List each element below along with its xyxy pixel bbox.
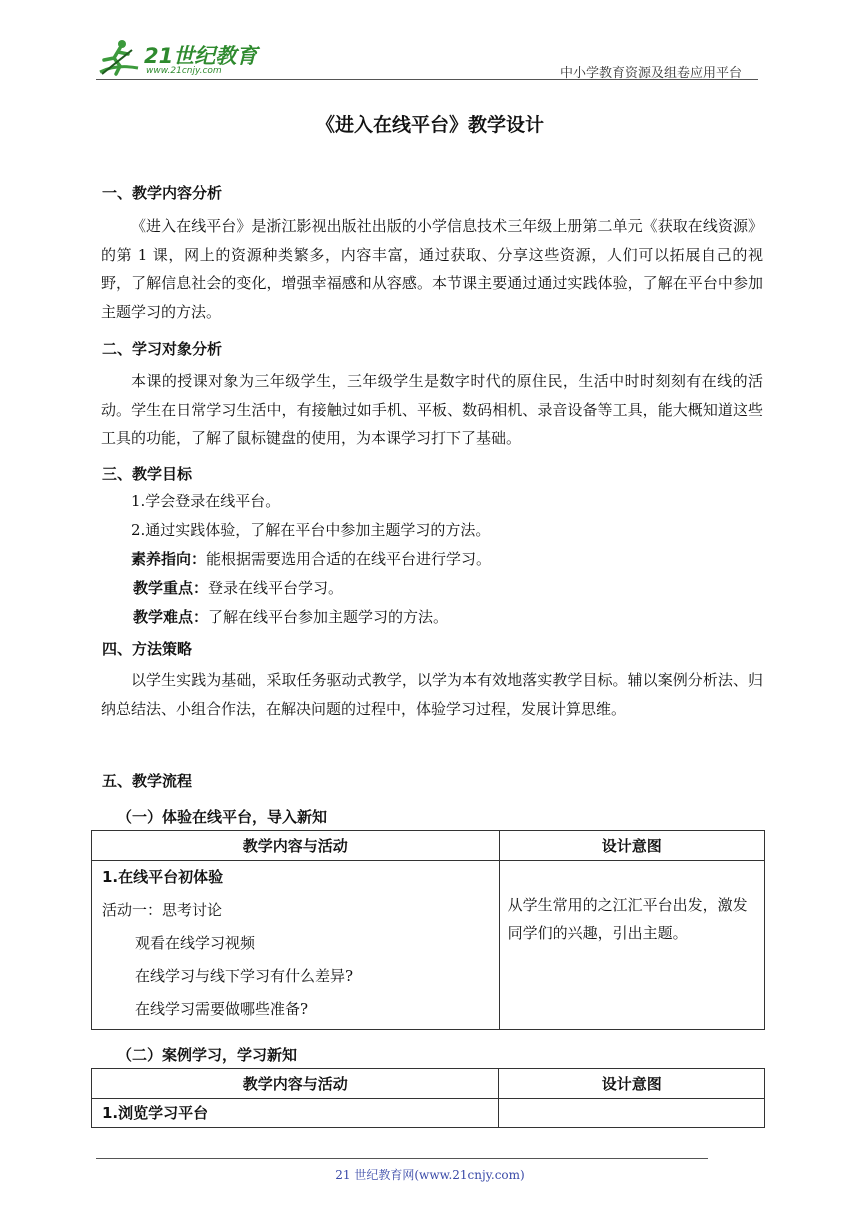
section-heading-learner-analysis: 二、学习对象分析 bbox=[102, 340, 223, 358]
content-cell bbox=[92, 1099, 499, 1128]
literacy-goal bbox=[131, 548, 491, 569]
literacy-text: 能根据需要选用合适的在线平台进行学习。 bbox=[206, 550, 492, 568]
difficult-point-label: 教学难点： bbox=[133, 608, 209, 626]
activity-step: 观看在线学习视频 bbox=[135, 934, 256, 952]
page-title: 《进入在线平台》教学设计 bbox=[315, 114, 544, 136]
intent-cell bbox=[499, 1099, 765, 1128]
activity-title: 1.浏览学习平台 bbox=[102, 1104, 209, 1122]
activity-step: 在线学习需要做哪些准备? bbox=[135, 1000, 309, 1018]
difficult-point bbox=[133, 606, 448, 627]
goal-item-1: 1.学会登录在线平台。 bbox=[131, 492, 281, 510]
section-heading-content-analysis: 一、教学内容分析 bbox=[102, 184, 223, 202]
activity-title: 1.在线平台初体验 bbox=[102, 868, 224, 886]
footer-text: 21 世纪教育网(www.21cnjy.com) bbox=[335, 1168, 525, 1182]
process-table-part2 bbox=[91, 1068, 765, 1128]
header-divider bbox=[96, 79, 758, 80]
footer-divider bbox=[96, 1158, 708, 1159]
difficult-point-text: 了解在线平台参加主题学习的方法。 bbox=[208, 608, 449, 626]
logo-text: 21世纪教育 bbox=[144, 44, 258, 68]
header-slogan: 中小学教育资源及组卷应用平台 bbox=[560, 66, 743, 81]
table-header-intent: 设计意图 bbox=[499, 1069, 765, 1099]
subsection-heading-part1: （一）体验在线平台，导入新知 bbox=[117, 808, 328, 826]
process-table-part1 bbox=[91, 830, 765, 1030]
table-header-content: 教学内容与活动 bbox=[92, 1069, 499, 1099]
key-point-label: 教学重点： bbox=[133, 579, 209, 597]
activity-step: 在线学习与线下学习有什么差异? bbox=[135, 967, 354, 985]
site-logo bbox=[96, 38, 266, 78]
intent-text: 从学生常用的之江汇平台出发，激发同学们的兴趣，引出主题。 bbox=[507, 896, 748, 942]
intent-cell bbox=[499, 861, 764, 1030]
logo-url: www.21cnjy.com bbox=[146, 66, 222, 76]
section-heading-teaching-goals: 三、教学目标 bbox=[102, 465, 193, 483]
learner-analysis-paragraph: 本课的授课对象为三年级学生，三年级学生是数字时代的原住民，生活中时时刻刻有在线的活动。学生在日常学习生活中，有接触过如手机、平板、数码相机、录音设备等工具，能大概知道这些工具的功能，了解了鼠标键盘的使用，为本课学习打下了基础。 bbox=[101, 372, 763, 447]
goal-item-2: 2.通过实践体验，了解在平台中参加主题学习的方法。 bbox=[131, 521, 491, 539]
key-point bbox=[133, 577, 343, 598]
table-header-content: 教学内容与活动 bbox=[92, 831, 500, 861]
content-cell bbox=[92, 861, 500, 1030]
activity-label: 活动一：思考讨论 bbox=[102, 901, 223, 919]
literacy-label: 素养指向： bbox=[131, 550, 207, 568]
subsection-heading-part2: （二）案例学习，学习新知 bbox=[117, 1046, 298, 1064]
key-point-text: 登录在线平台学习。 bbox=[208, 579, 344, 597]
content-analysis-paragraph: 《进入在线平台》是浙江影视出版社出版的小学信息技术三年级上册第二单元《获取在线资源》的第 1 课，网上的资源种类繁多，内容丰富，通过获取、分享这些资源，人们可以拓展自己的视野，了解信息社会的变化，增强幸福感和从容感。本节课主要通过通过实践体验，了解在平台中参加主题学习的方法。 bbox=[101, 217, 763, 321]
table-header-intent: 设计意图 bbox=[499, 831, 764, 861]
section-heading-method-strategy: 四、方法策略 bbox=[102, 640, 193, 658]
method-strategy-paragraph: 以学生实践为基础，采取任务驱动式教学，以学为本有效地落实教学目标。辅以案例分析法、归纳总结法、小组合作法，在解决问题的过程中，体验学习过程，发展计算思维。 bbox=[101, 671, 763, 718]
section-heading-teaching-process: 五、教学流程 bbox=[102, 772, 193, 790]
